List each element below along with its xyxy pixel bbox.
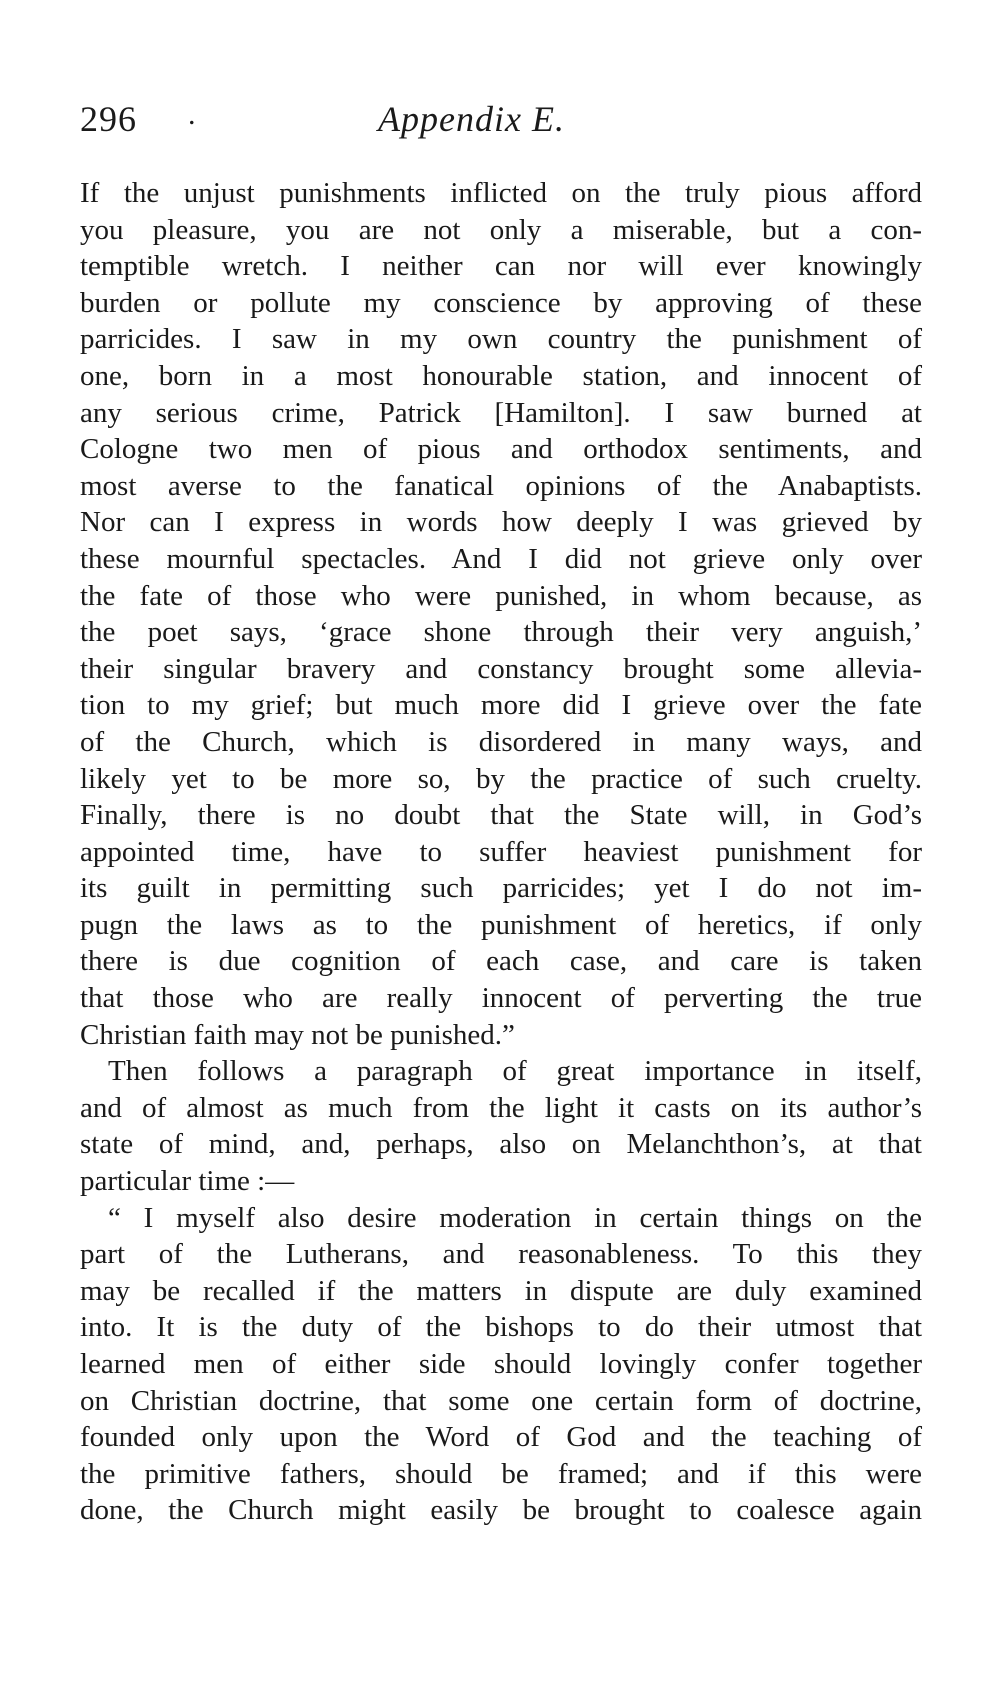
text-line: there is due cognition of each case, and care is taken xyxy=(80,945,922,978)
text-line: If the unjust punishments inflicted on the truly pious afford xyxy=(80,177,922,209)
text-line: its guilt in permitting such parricides; yet I do not im- xyxy=(80,872,922,905)
text-line: part of the Lutherans, and reasonableness. To this they xyxy=(80,1238,922,1271)
text-line: tion to my grief; but much more did I grieve over the fate xyxy=(80,689,922,722)
text-line: Cologne two men of pious and orthodox sentiments, and xyxy=(80,433,922,466)
text-line: may be recalled if the matters in dispute are duly examined xyxy=(80,1274,922,1307)
text-line: likely yet to be more so, by the practice of such cruelty. xyxy=(80,762,922,795)
text-line: Nor can I express in words how deeply I was grieved by xyxy=(80,506,922,539)
running-head xyxy=(80,98,920,148)
text-line: the fate of those who were punished, in whom because, as xyxy=(80,579,922,612)
text-line: appointed time, have to suffer heaviest punishment for xyxy=(80,835,922,868)
text-line: Christian faith may not be punished.” xyxy=(80,1018,515,1051)
text-line: you pleasure, you are not only a miserable, but a con- xyxy=(80,213,922,246)
text-line: parricides. I saw in my own country the punishment of xyxy=(80,323,922,356)
running-head-title: Appendix E. xyxy=(378,99,565,139)
text-line: that those who are really innocent of perverting the true xyxy=(80,982,922,1015)
text-line: state of mind, and, perhaps, also on Melanchthon’s, at that xyxy=(80,1128,922,1161)
text-line: Then follows a paragraph of great importance in itself, xyxy=(108,1055,922,1088)
text-line: “ I myself also desire moderation in certain things on the xyxy=(108,1201,922,1234)
paragraph xyxy=(80,1053,922,1199)
paragraph xyxy=(80,175,922,1053)
text-line: of the Church, which is disordered in many ways, and xyxy=(80,725,922,758)
text-line: most averse to the fanatical opinions of the Anabaptists. xyxy=(80,469,922,502)
text-line: the poet says, ‘grace shone through their very anguish,’ xyxy=(80,616,922,649)
text-line: on Christian doctrine, that some one certain form of doctrine, xyxy=(80,1384,922,1417)
text-line: founded only upon the Word of God and the teaching of xyxy=(80,1421,922,1454)
text-line: the primitive fathers, should be framed; and if this were xyxy=(80,1457,922,1490)
text-line: particular time :— xyxy=(80,1165,295,1198)
text-line: their singular bravery and constancy brought some allevia- xyxy=(80,652,922,685)
text-line: temptible wretch. I neither can nor will ever knowingly xyxy=(80,250,922,283)
text-line: learned men of either side should lovingly confer together xyxy=(80,1348,922,1380)
text-line: any serious crime, Patrick [Hamilton]. I saw burned at xyxy=(80,396,922,429)
running-head-dot: . xyxy=(188,98,196,131)
text-line: and of almost as much from the light it casts on its author’s xyxy=(80,1091,922,1124)
body-text xyxy=(80,175,922,1529)
text-line: done, the Church might easily be brought to coalesce again xyxy=(80,1494,922,1527)
page-number: 296 xyxy=(80,99,137,139)
paragraph xyxy=(80,1200,922,1529)
text-line: burden or pollute my conscience by approving of these xyxy=(80,286,922,319)
text-line: one, born in a most honourable station, and innocent of xyxy=(80,359,922,392)
text-line: into. It is the duty of the bishops to do their utmost that xyxy=(80,1311,922,1344)
text-line: these mournful spectacles. And I did not grieve only over xyxy=(80,542,922,575)
text-line: pugn the laws as to the punishment of heretics, if only xyxy=(80,908,922,941)
text-line: Finally, there is no doubt that the State will, in God’s xyxy=(80,799,922,832)
